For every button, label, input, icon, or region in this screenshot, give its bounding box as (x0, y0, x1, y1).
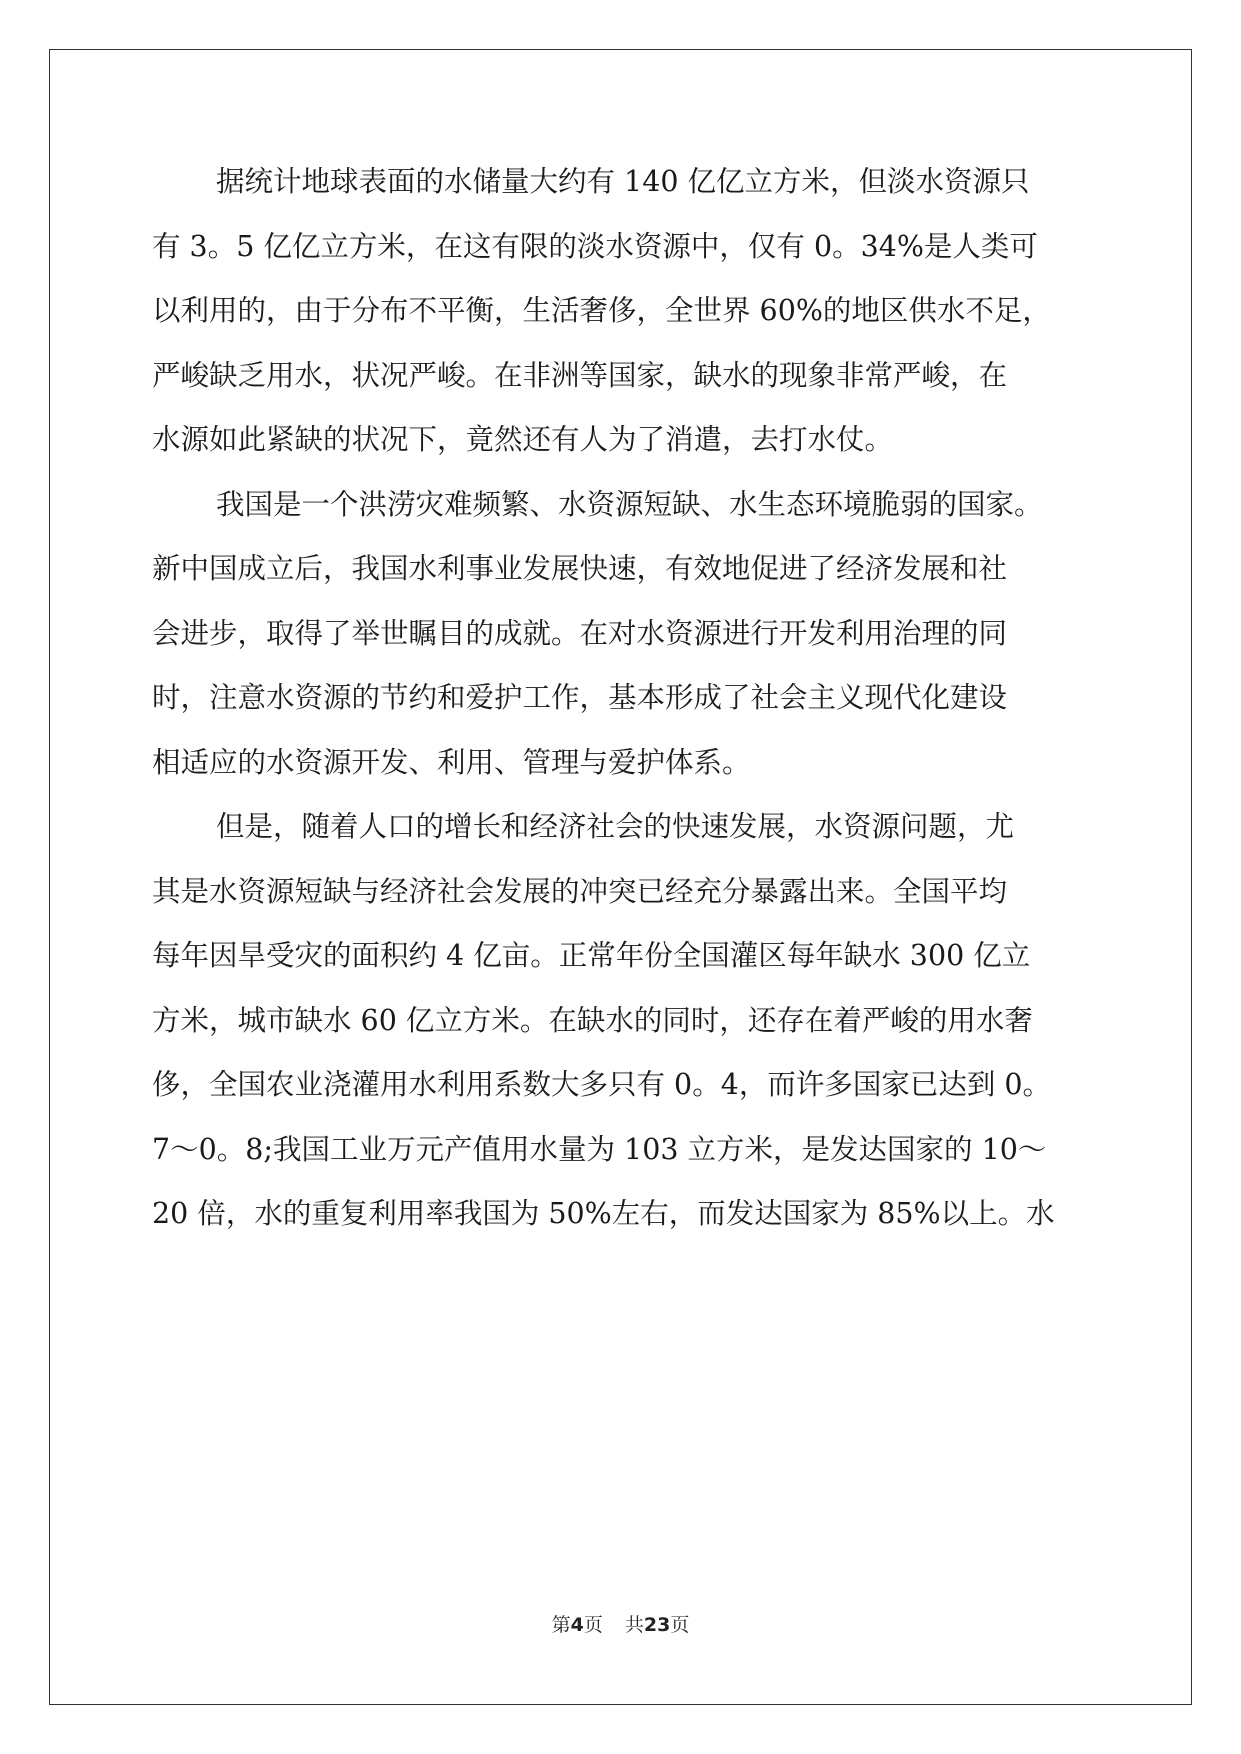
text-line: 20 倍，水的重复利用率我国为 50%左右，而发达国家为 85%以上。水 (152, 1197, 1055, 1230)
text-line: 相适应的水资源开发、利用、管理与爱护体系。 (152, 745, 751, 779)
text-line: 其是水资源短缺与经济社会发展的冲突已经充分暴露出来。全国平均 (152, 874, 1008, 908)
text-line: 会进步，取得了举世瞩目的成就。在对水资源进行开发利用治理的同 (152, 616, 1008, 650)
total-suffix: 页 (670, 1614, 690, 1636)
text-line: 但是，随着人口的增长和经济社会的快速发展，水资源问题，尤 (216, 810, 1015, 843)
text-line: 侈，全国农业浇灌用水利用系数大多只有 0。4，而许多国家已达到 0。 (152, 1068, 1052, 1101)
page-suffix: 页 (583, 1614, 603, 1636)
text-line: 以利用的，由于分布不平衡，生活奢侈，全世界 60%的地区供水不足， (152, 294, 1051, 327)
text-line: 新中国成立后，我国水利事业发展快速，有效地促进了经济发展和社 (152, 552, 1008, 585)
text-line: 据统计地球表面的水储量大约有 140 亿亿立方米，但淡水资源只 (216, 165, 1030, 198)
text-line: 时，注意水资源的节约和爱护工作，基本形成了社会主义现代化建设 (152, 681, 1008, 714)
document-body (152, 150, 1092, 1247)
total-pages: 23 (643, 1614, 671, 1636)
page-footer (0, 1610, 1241, 1637)
page-number: 4 (570, 1614, 584, 1636)
text-line: 方米，城市缺水 60 亿立方米。在缺水的同时，还存在着严峻的用水奢 (152, 1003, 1033, 1037)
text-line: 7～0。8;我国工业万元产值用水量为 103 立方米，是发达国家的 10～ (152, 1132, 1047, 1166)
text-line: 有 3。5 亿亿立方米，在这有限的淡水资源中，仅有 0。34%是人类可 (152, 229, 1038, 263)
text-line: 每年因旱受灾的面积约 4 亿亩。正常年份全国灌区每年缺水 300 亿立 (152, 939, 1031, 972)
text-line: 水源如此紧缺的状况下，竟然还有人为了消遣，去打水仗。 (152, 423, 894, 456)
page-prefix: 第 (551, 1614, 571, 1636)
text-line: 严峻缺乏用水，状况严峻。在非洲等国家，缺水的现象非常严峻，在 (152, 358, 1008, 392)
text-line: 我国是一个洪涝灾难频繁、水资源短缺、水生态环境脆弱的国家。 (216, 487, 1043, 521)
total-prefix: 共 (624, 1614, 644, 1636)
